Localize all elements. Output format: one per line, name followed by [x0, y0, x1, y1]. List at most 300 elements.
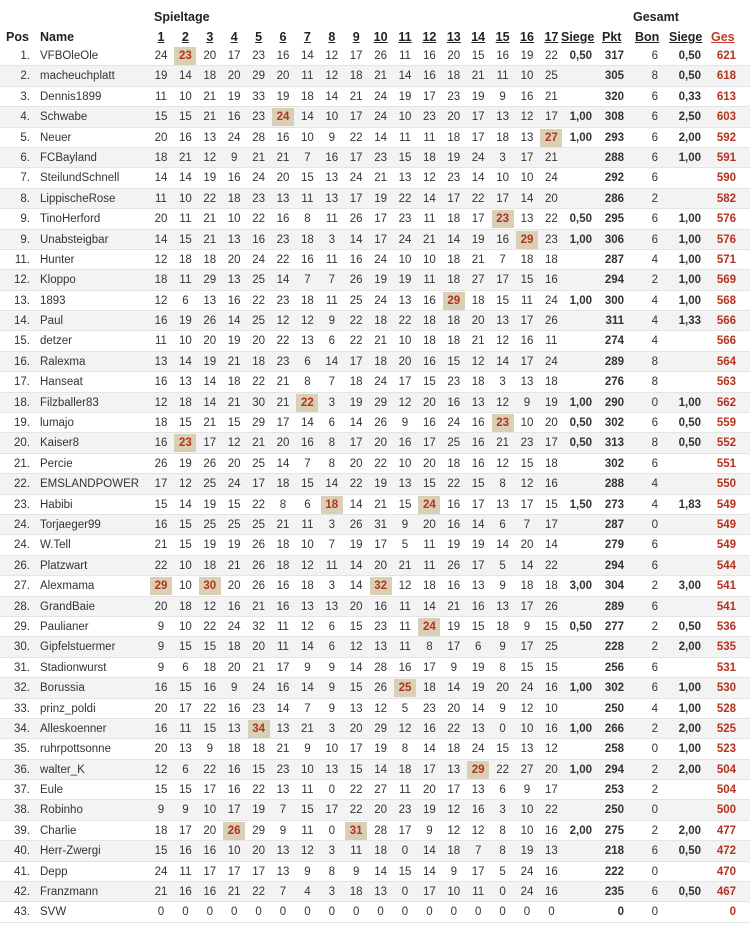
score-cell: 18	[203, 70, 217, 83]
pkt-cell: 294	[604, 274, 624, 287]
siege-total-cell: 0,50	[678, 417, 701, 430]
score-cell: 17	[349, 437, 363, 450]
score-cell: 13	[178, 743, 192, 756]
score-cell: 9	[304, 865, 311, 878]
score-cell: 20	[349, 600, 363, 613]
score-cell: 10	[398, 253, 412, 266]
score-cell: 17	[471, 111, 485, 124]
score-cell: 19	[252, 804, 265, 817]
pkt-cell: 258	[604, 743, 624, 756]
score-cell: 15	[398, 865, 412, 878]
siege-cell: 1,00	[569, 396, 592, 409]
pkt-cell: 287	[604, 518, 624, 531]
day-header: 12	[422, 30, 437, 44]
pkt-cell: 286	[604, 192, 624, 205]
score-cell: 21	[227, 559, 241, 572]
score-cell: 13	[203, 131, 217, 144]
siege-total-cell: 0,50	[678, 886, 701, 899]
bon-cell: 6	[651, 233, 658, 246]
score-cell: 16	[154, 518, 168, 531]
score-cell: 10	[178, 192, 192, 205]
player-name: Paulianer	[40, 620, 89, 633]
score-cell: 7	[474, 845, 482, 858]
score-cell: 14	[422, 845, 436, 858]
score-cell: 17	[422, 661, 436, 674]
score-cell: 21	[276, 743, 290, 756]
score-cell: 18	[447, 335, 461, 348]
score-cell: 16	[154, 376, 168, 389]
score-cell: 19	[471, 661, 485, 674]
score-cell: 15	[178, 518, 192, 531]
score-cell: 16	[252, 233, 265, 246]
score-cell: 21	[544, 90, 558, 103]
score-cell: 20	[252, 845, 265, 858]
score-cell: 23	[276, 355, 290, 368]
score-cell: 22	[496, 763, 509, 776]
score-cell: 17	[447, 192, 461, 205]
score-cell: 11	[496, 70, 509, 83]
score-cell: 7	[304, 151, 311, 164]
ges-cell: 590	[716, 172, 736, 185]
score-cell: 6	[328, 417, 335, 430]
bon-cell: 6	[651, 845, 658, 858]
score-cell: 16	[227, 702, 241, 715]
score-cell: 29	[252, 824, 265, 837]
score-cell: 0	[377, 906, 384, 919]
score-cell: 31	[374, 518, 387, 531]
table-row	[0, 678, 750, 698]
score-cell: 15	[154, 111, 168, 124]
siege-total-cell: 2,50	[678, 111, 701, 124]
score-cell: 0	[230, 906, 238, 919]
day-header: 8	[328, 30, 336, 44]
player-name: Ralexma	[40, 355, 86, 368]
pkt-cell: 294	[604, 559, 624, 572]
ges-cell: 576	[716, 233, 736, 246]
player-name: Filzballer83	[40, 396, 99, 409]
score-cell: 17	[227, 50, 241, 62]
score-cell: 13	[325, 192, 339, 205]
pkt-cell: 228	[604, 641, 624, 654]
score-cell: 21	[276, 518, 290, 531]
score-cell: 18	[496, 620, 509, 633]
rank-cell: 9.	[20, 213, 30, 226]
siege-total-cell: 1,33	[678, 315, 701, 328]
score-cell: 16	[422, 294, 436, 307]
score-cell: 20	[276, 437, 290, 450]
score-cell: 21	[203, 233, 217, 246]
score-cell: 17	[203, 865, 217, 878]
spieltage-label: Spieltage	[154, 10, 210, 24]
score-cell: 9	[426, 824, 433, 837]
score-cell: 11	[179, 865, 192, 878]
ges-header: Ges	[711, 30, 735, 44]
header-group-row	[0, 8, 750, 28]
score-cell: 18	[544, 457, 558, 470]
score-cell: 16	[227, 784, 241, 797]
highlighted-score-cell: 27	[540, 129, 562, 147]
score-cell: 24	[374, 111, 387, 124]
score-cell: 14	[398, 70, 412, 83]
score-cell: 12	[398, 722, 412, 735]
score-cell: 13	[276, 845, 290, 858]
siege-total-cell: 1,00	[678, 274, 701, 287]
score-cell: 14	[349, 661, 363, 674]
table-row	[0, 433, 750, 453]
pkt-cell: 256	[604, 661, 624, 674]
score-cell: 26	[544, 600, 558, 613]
score-cell: 17	[374, 233, 387, 246]
score-cell: 20	[276, 172, 290, 185]
ges-cell: 559	[716, 417, 736, 430]
ges-cell: 544	[716, 559, 736, 572]
score-cell: 20	[252, 335, 265, 348]
table-row	[0, 862, 750, 882]
pkt-cell: 0	[617, 906, 624, 919]
highlighted-score-cell: 23	[174, 434, 196, 452]
bon-cell: 6	[651, 539, 658, 552]
score-cell: 9	[206, 743, 213, 756]
score-cell: 26	[349, 213, 363, 226]
pkt-cell: 306	[604, 233, 624, 246]
score-cell: 20	[154, 743, 168, 756]
score-cell: 10	[325, 111, 339, 124]
score-cell: 17	[178, 702, 192, 715]
score-cell: 21	[374, 335, 387, 348]
score-cell: 11	[399, 131, 411, 144]
rank-cell: 22.	[14, 478, 30, 491]
score-cell: 13	[520, 743, 534, 756]
pkt-cell: 302	[604, 417, 624, 430]
score-cell: 23	[252, 192, 265, 205]
score-cell: 10	[178, 580, 192, 593]
score-cell: 11	[399, 784, 411, 797]
score-cell: 11	[325, 559, 338, 572]
score-cell: 23	[276, 233, 290, 246]
score-cell: 12	[374, 702, 387, 715]
player-name: Schwabe	[40, 111, 88, 124]
score-cell: 17	[422, 90, 436, 103]
bon-cell: 8	[651, 437, 658, 450]
score-cell: 26	[203, 315, 217, 328]
score-cell: 15	[178, 539, 192, 552]
table-row	[0, 556, 750, 576]
bon-cell: 4	[651, 253, 658, 266]
score-cell: 22	[203, 702, 217, 715]
score-cell: 19	[178, 315, 192, 328]
score-cell: 7	[304, 457, 311, 470]
score-cell: 29	[374, 722, 387, 735]
score-cell: 15	[520, 661, 534, 674]
score-cell: 18	[227, 192, 241, 205]
score-cell: 17	[520, 600, 534, 613]
rank-cell: 42.	[14, 886, 30, 899]
ges-cell: 613	[716, 90, 736, 103]
pkt-cell: 235	[604, 886, 624, 899]
score-cell: 11	[179, 274, 192, 287]
score-cell: 0	[328, 906, 335, 919]
score-cell: 26	[349, 518, 363, 531]
score-cell: 21	[447, 600, 461, 613]
score-cell: 18	[447, 253, 461, 266]
score-cell: 18	[447, 131, 461, 144]
score-cell: 15	[178, 641, 192, 654]
siege-cell: 0,50	[569, 417, 592, 430]
ges-cell: 536	[716, 620, 736, 633]
pkt-cell: 266	[604, 722, 624, 735]
score-cell: 11	[325, 253, 338, 266]
score-cell: 23	[422, 702, 436, 715]
score-cell: 20	[374, 804, 387, 817]
score-cell: 21	[154, 539, 168, 552]
score-cell: 13	[178, 376, 192, 389]
score-cell: 0	[352, 906, 360, 919]
siege-cell: 1,00	[569, 722, 592, 735]
ges-cell: 477	[716, 824, 736, 837]
score-cell: 17	[544, 111, 558, 124]
score-cell: 11	[423, 559, 436, 572]
day-header: 7	[303, 30, 311, 44]
score-cell: 14	[178, 355, 192, 368]
score-cell: 19	[422, 804, 436, 817]
score-cell: 20	[471, 315, 485, 328]
ges-cell: 467	[716, 886, 736, 899]
score-cell: 12	[203, 151, 217, 164]
score-cell: 8	[304, 376, 311, 389]
table-row	[0, 352, 750, 372]
score-cell: 24	[447, 417, 461, 430]
score-cell: 26	[252, 559, 265, 572]
player-name: Alexmama	[40, 580, 95, 593]
siege-total-cell: 1,00	[678, 151, 701, 164]
score-cell: 12	[471, 824, 485, 837]
score-cell: 9	[157, 641, 165, 654]
score-cell: 11	[545, 335, 558, 348]
score-cell: 12	[178, 478, 192, 491]
score-cell: 9	[328, 315, 335, 328]
score-cell: 10	[520, 722, 534, 735]
score-cell: 17	[520, 151, 534, 164]
score-cell: 22	[447, 722, 461, 735]
score-cell: 14	[496, 539, 509, 552]
score-cell: 13	[471, 580, 485, 593]
score-cell: 0	[499, 722, 506, 735]
score-cell: 15	[178, 417, 192, 430]
pkt-cell: 287	[604, 253, 624, 266]
gesamt-label: Gesamt	[633, 10, 679, 24]
score-cell: 23	[520, 437, 534, 450]
score-cell: 13	[496, 600, 509, 613]
score-cell: 25	[544, 641, 558, 654]
player-name: Hunter	[40, 253, 75, 266]
player-name: Percie	[40, 457, 73, 470]
score-cell: 10	[520, 417, 534, 430]
score-cell: 18	[203, 661, 217, 674]
score-cell: 20	[252, 641, 265, 654]
bon-cell: 2	[651, 641, 658, 654]
score-cell: 19	[471, 90, 485, 103]
score-cell: 17	[471, 213, 485, 226]
score-cell: 18	[154, 417, 168, 430]
score-cell: 3	[499, 376, 506, 389]
score-cell: 9	[157, 620, 165, 633]
score-cell: 26	[447, 559, 461, 572]
score-cell: 22	[471, 192, 485, 205]
score-cell: 10	[398, 457, 412, 470]
score-cell: 23	[252, 50, 265, 62]
siege-total-cell: 0,50	[678, 70, 701, 83]
score-cell: 19	[374, 274, 387, 287]
score-cell: 19	[374, 478, 387, 491]
rank-cell: 7.	[20, 172, 30, 185]
score-cell: 13	[300, 600, 314, 613]
score-cell: 20	[520, 539, 534, 552]
rank-cell: 24.	[14, 539, 30, 552]
score-cell: 12	[544, 743, 558, 756]
rank-cell: 40.	[14, 845, 30, 858]
score-cell: 11	[423, 539, 436, 552]
rank-cell: 11.	[14, 253, 30, 266]
score-cell: 9	[304, 661, 311, 674]
score-cell: 14	[349, 559, 363, 572]
score-cell: 16	[227, 172, 241, 185]
siege-total-cell: 0,50	[678, 50, 701, 62]
siege-total-cell: 0,50	[678, 620, 701, 633]
score-cell: 19	[447, 620, 461, 633]
player-name: EMSLANDPOWER	[40, 478, 140, 491]
score-cell: 9	[157, 661, 165, 674]
day-header: 16	[520, 30, 534, 44]
score-cell: 22	[544, 804, 558, 817]
score-cell: 13	[154, 355, 168, 368]
score-cell: 15	[252, 763, 265, 776]
table-row	[0, 148, 750, 168]
score-cell: 10	[325, 743, 339, 756]
score-cell: 10	[398, 335, 412, 348]
score-cell: 9	[401, 417, 409, 430]
score-cell: 14	[496, 355, 509, 368]
score-cell: 14	[300, 417, 314, 430]
bon-cell: 2	[651, 580, 658, 593]
score-cell: 7	[328, 376, 335, 389]
score-cell: 17	[203, 784, 217, 797]
score-cell: 24	[374, 253, 387, 266]
score-cell: 16	[422, 722, 436, 735]
pkt-cell: 279	[604, 539, 624, 552]
score-cell: 12	[154, 253, 168, 266]
pkt-cell: 292	[604, 172, 624, 185]
score-cell: 16	[471, 457, 485, 470]
siege-total-cell: 1,83	[678, 498, 701, 511]
score-cell: 25	[252, 457, 265, 470]
pkt-cell: 317	[604, 50, 624, 62]
score-cell: 23	[252, 111, 265, 124]
score-cell: 16	[276, 580, 290, 593]
score-cell: 21	[227, 355, 241, 368]
score-cell: 9	[523, 396, 531, 409]
rank-cell: 35.	[14, 743, 30, 756]
score-cell: 19	[227, 539, 241, 552]
score-cell: 13	[471, 396, 485, 409]
score-cell: 18	[349, 70, 363, 83]
score-cell: 20	[227, 661, 241, 674]
score-cell: 12	[496, 335, 509, 348]
score-cell: 19	[544, 396, 558, 409]
score-cell: 13	[496, 498, 509, 511]
score-cell: 26	[154, 457, 168, 470]
score-cell: 16	[422, 355, 436, 368]
score-cell: 18	[203, 559, 217, 572]
bon-cell: 4	[651, 315, 658, 328]
score-cell: 16	[447, 396, 461, 409]
score-cell: 24	[520, 865, 534, 878]
score-cell: 21	[496, 437, 509, 450]
ges-cell: 564	[716, 355, 736, 368]
score-cell: 15	[154, 845, 168, 858]
score-cell: 17	[422, 763, 436, 776]
score-cell: 20	[203, 335, 217, 348]
score-cell: 14	[374, 763, 387, 776]
score-cell: 20	[374, 437, 387, 450]
score-cell: 17	[252, 865, 265, 878]
score-cell: 20	[227, 580, 241, 593]
score-cell: 14	[154, 172, 168, 185]
score-cell: 21	[544, 151, 558, 164]
table-row	[0, 230, 750, 250]
score-cell: 16	[178, 131, 192, 144]
score-cell: 17	[520, 315, 534, 328]
score-cell: 26	[374, 50, 387, 62]
player-name: FCBayland	[40, 151, 97, 164]
score-cell: 15	[496, 743, 509, 756]
bon-cell: 4	[651, 702, 658, 715]
siege-total-cell: 2,00	[678, 824, 701, 837]
score-cell: 12	[496, 457, 509, 470]
score-cell: 12	[447, 824, 461, 837]
score-cell: 8	[426, 641, 433, 654]
score-cell: 14	[422, 192, 436, 205]
highlighted-score-cell: 23	[174, 47, 196, 65]
siege-total-header: Siege	[669, 30, 703, 44]
table-row	[0, 107, 750, 127]
pos-header: Pos	[6, 30, 29, 44]
score-cell: 24	[520, 682, 534, 695]
ges-cell: 582	[716, 192, 736, 205]
score-cell: 22	[398, 192, 412, 205]
score-cell: 22	[252, 886, 265, 899]
day-header: 9	[352, 30, 360, 44]
score-cell: 10	[227, 213, 241, 226]
score-cell: 9	[523, 620, 531, 633]
score-cell: 14	[349, 233, 363, 246]
score-cell: 25	[252, 315, 265, 328]
pkt-cell: 295	[604, 213, 624, 226]
score-cell: 14	[544, 539, 558, 552]
table-row	[0, 270, 750, 290]
score-cell: 10	[300, 539, 314, 552]
score-cell: 8	[304, 213, 311, 226]
score-cell: 12	[325, 70, 339, 83]
bon-cell: 6	[651, 457, 658, 470]
table-row	[0, 882, 750, 902]
highlighted-score-cell: 29	[443, 292, 465, 310]
score-cell: 17	[471, 131, 485, 144]
score-cell: 8	[499, 845, 506, 858]
day-header: 14	[471, 30, 486, 44]
score-cell: 18	[276, 539, 290, 552]
bon-cell: 4	[651, 478, 658, 491]
highlighted-score-cell: 24	[418, 496, 440, 514]
